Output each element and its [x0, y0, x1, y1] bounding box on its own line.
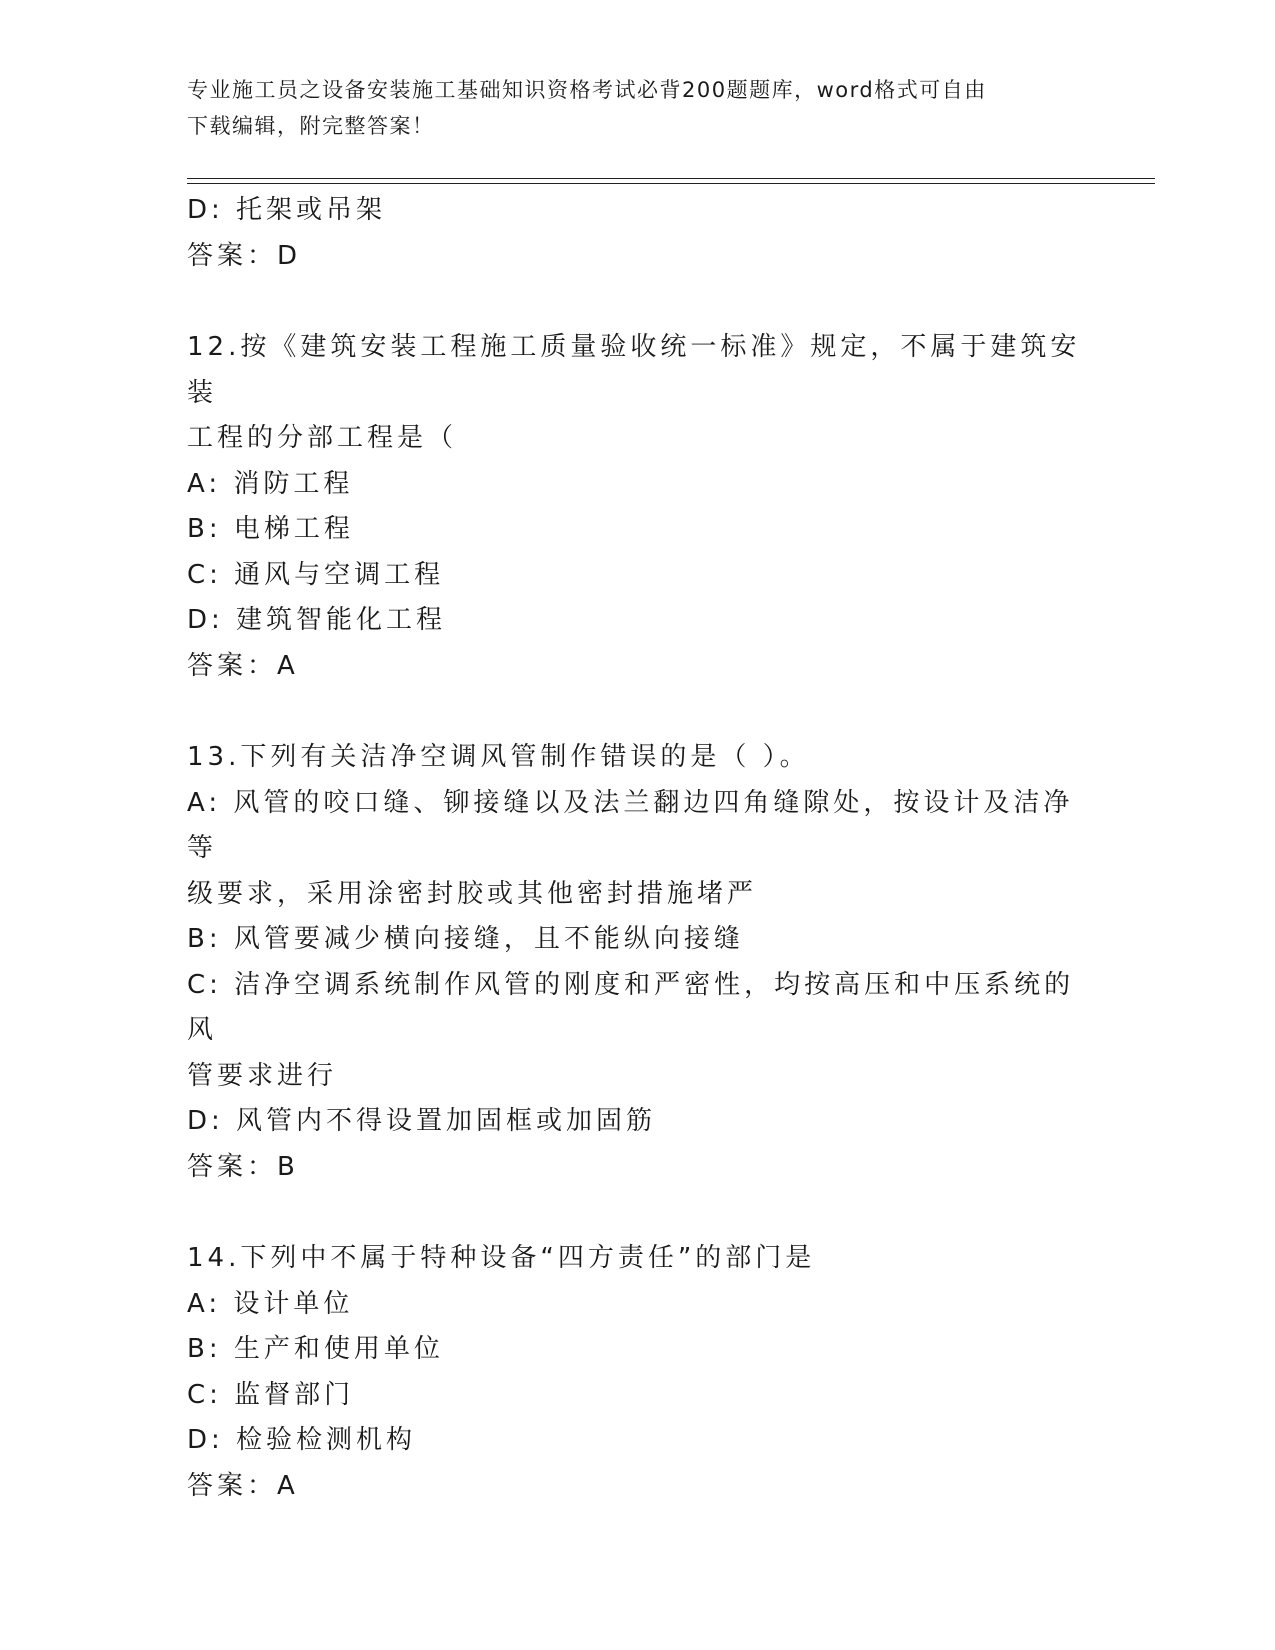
- option-d: D: 托架或吊架: [187, 195, 387, 225]
- option-b: B: 风管要减少横向接缝，且不能纵向接缝: [187, 924, 744, 954]
- header-divider-top: [187, 178, 1155, 179]
- question-13: [187, 735, 1087, 1190]
- option-a: A: 设计单位: [187, 1288, 354, 1319]
- header-line-2: 下载编辑，附完整答案！: [187, 114, 435, 138]
- question-12: [187, 325, 1087, 689]
- answer-label: 答案：A: [187, 1470, 299, 1501]
- previous-question-fragment: [187, 188, 1087, 279]
- option-c-continued: 管要求进行: [187, 1060, 338, 1091]
- answer-label: 答案：D: [187, 240, 302, 271]
- question-stem-line: 12.按《建筑安装工程施工质量验收统一标准》规定，不属于建筑安装: [187, 332, 1081, 408]
- header-divider-bottom: [187, 183, 1155, 184]
- answer-label: 答案：B: [187, 1151, 299, 1182]
- question-stem-line: 14.下列中不属于特种设备“四方责任”的部门是: [187, 1243, 816, 1273]
- option-d: D: 建筑智能化工程: [187, 605, 447, 635]
- answer-label: 答案：A: [187, 650, 299, 681]
- header-line-1: 专业施工员之设备安装施工基础知识资格考试必背200题题库，word格式可自由: [187, 78, 987, 102]
- option-a: A: 风管的咬口缝、铆接缝以及法兰翻边四角缝隙处，按设计及洁净等: [187, 787, 1074, 863]
- option-b: B: 生产和使用单位: [187, 1334, 444, 1364]
- option-a-continued: 级要求，采用涂密封胶或其他密封措施堵严: [187, 878, 758, 909]
- option-c: C: 通风与空调工程: [187, 559, 445, 590]
- option-c: C: 洁净空调系统制作风管的刚度和严密性，均按高压和中压系统的风: [187, 969, 1075, 1045]
- question-14: [187, 1236, 1087, 1509]
- option-b: B: 电梯工程: [187, 514, 354, 544]
- option-a: A: 消防工程: [187, 468, 354, 499]
- option-d: D: 检验检测机构: [187, 1425, 417, 1455]
- question-content: [187, 188, 1087, 1509]
- option-d: D: 风管内不得设置加固框或加固筋: [187, 1106, 657, 1136]
- question-stem-line: 工程的分部工程是（: [187, 423, 458, 453]
- question-stem-line: 13.下列有关洁净空调风管制作错误的是（ ）。: [187, 742, 810, 772]
- option-c: C: 监督部门: [187, 1379, 355, 1410]
- document-header: [187, 72, 1087, 144]
